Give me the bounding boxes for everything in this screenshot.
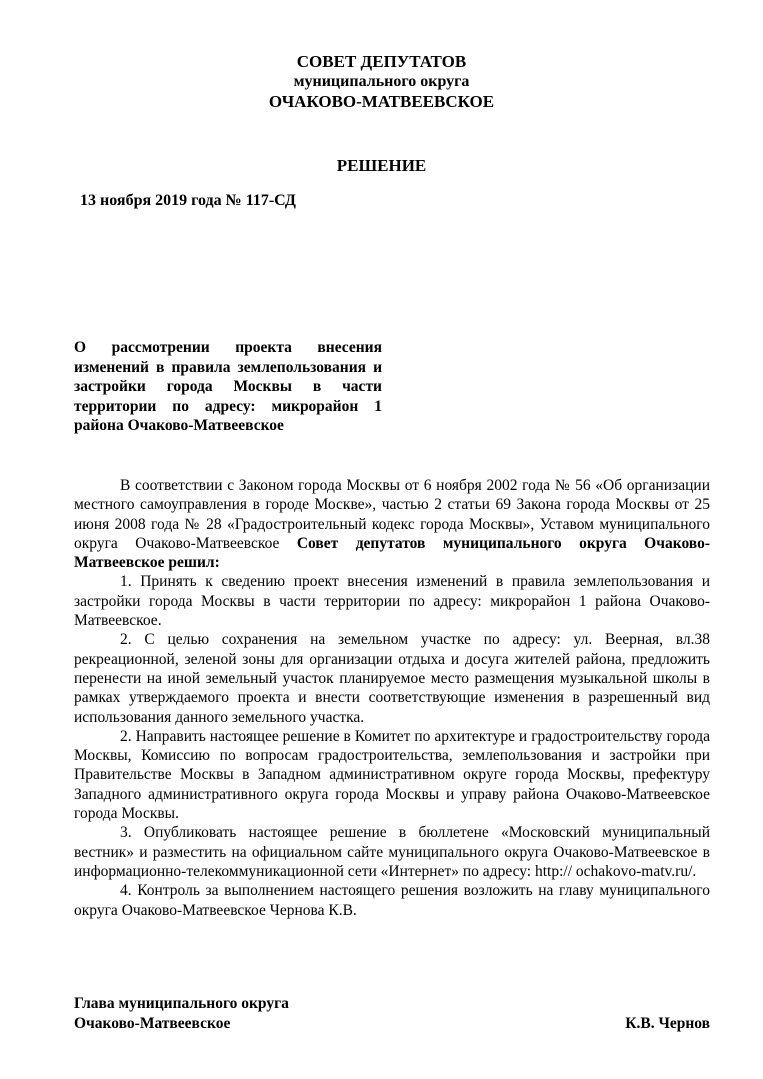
item-5: 4. Контроль за выполнением настоящего решения возложить на главу муниципального округа Очаково-Матвеевское Чернова К.В.: [74, 882, 710, 919]
signatory-name: К.В. Чернов: [625, 1015, 710, 1032]
council-title: СОВЕТ ДЕПУТАТОВ: [296, 52, 467, 71]
document-header: [0, 52, 763, 112]
item-3: 2. Направить настоящее решение в Комитет по архитектуре и градостроительству города Москвы, Комиссию по вопросам градостроительства, землепользования и застройки при Правительстве Москвы в Западном административном округе города Москвы, префектуру Западного административного округа города Москвы и управу района Очаково-Матвеевское города Москвы.: [74, 727, 710, 823]
council-subtitle: муниципального округа: [293, 73, 470, 90]
intro-resolution: Совет депутатов муниципального округа Очаково-Матвеевское решил:: [74, 534, 710, 572]
intro-paragraph: [74, 476, 710, 572]
intro-text: В соответствии с Законом города Москвы от 6 ноября 2002 года № 56 «Об организации местного самоуправления в городе Москве», частью 2 статьи 69 Закона города Москвы от 25 июня 2008 года № 28 «Градостроительный кодекс города Москвы», Уставом муниципального округа Очаково-Матвеевское: [74, 477, 710, 552]
document-body: [74, 476, 710, 920]
item-2: 2. С целью сохранения на земельном участке по адресу: ул. Веерная, вл.38 рекреационной, зеленой зоны для организации отдыха и досуга жителей района, предложить перенести на иной земельный участок планируемое место размещения музыкальной школы в рамках утверждаемого проекта и внести соответствующие изменения в разрешенный вид использования данного земельного участка.: [74, 631, 710, 726]
date-number: 13 ноября 2019 года № 117-СД: [80, 192, 296, 209]
signatory-title-line2: Очаково-Матвеевское: [74, 1015, 231, 1032]
item-1: 1. Принять к сведению проект внесения изменений в правила землепользования и застройки города Москвы в части территории по адресу: микрорайон 1 района Очаково-Матвеевское.: [74, 573, 710, 630]
decision-subject: О рассмотрении проекта внесения изменений в правила землепользования и застройки города Москвы в части территории по адресу: микрорайон 1 района Очаково-Матвеевское: [74, 339, 382, 434]
document-type: РЕШЕНИЕ: [336, 156, 427, 175]
item-4: 3. Опубликовать настоящее решение в бюллетене «Московский муниципальный вестник» и разместить на официальном сайте муниципального округа Очаково-Матвеевское в информационно-телекоммуникационной сети «Интернет» по адресу: http:// ochakovo-matv.ru/.: [74, 824, 710, 880]
signature-block: [74, 994, 710, 1034]
signatory-title-line1: Глава муниципального округа: [74, 995, 289, 1012]
district-name: ОЧАКОВО-МАТВЕЕВСКОЕ: [268, 92, 495, 111]
